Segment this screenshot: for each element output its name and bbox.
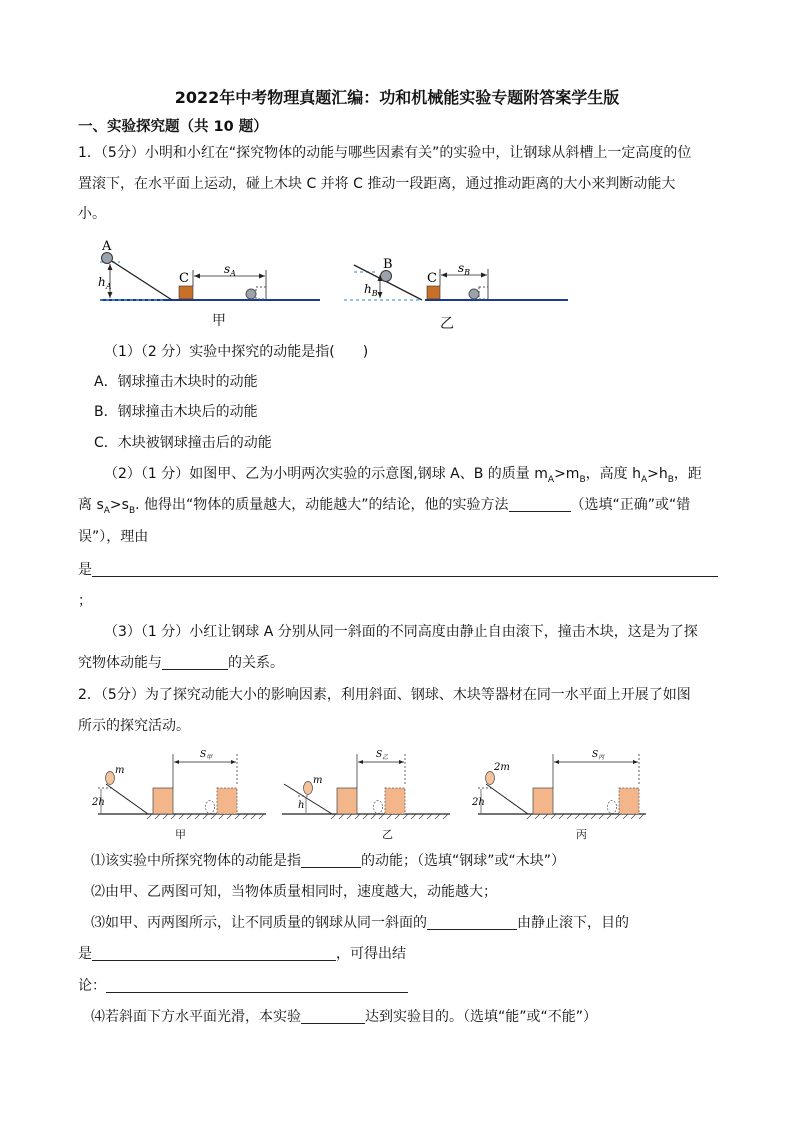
q1-caption-yi: 乙 <box>440 316 454 332</box>
q1-label-block-c: C <box>179 271 189 286</box>
q1-intro-line1: 1．（5分）小明和小红在“探究物体的动能与哪些因素有关”的实验中，让钢球从斜槽上一定高度的位 <box>78 145 692 161</box>
q2-jia-ball <box>106 772 115 785</box>
q2-intro-line2: 所示的探究活动。 <box>78 718 190 734</box>
q2-p3-line2: 是 ，可得出结 <box>78 946 406 962</box>
q2-jia-height: 2h <box>92 797 105 808</box>
q1-p1-option-c: C．木块被钢球撞击后的动能 <box>94 435 272 451</box>
q1-p3-line2: 究物体动能与 的关系。 <box>78 655 284 671</box>
q1-ball-b <box>381 271 392 282</box>
q2-yi-distance: $S_乙$ <box>376 750 389 761</box>
q2-figure-jia <box>92 742 268 818</box>
q2-bing-height: 2h <box>472 797 485 808</box>
q1-p2-line4: 是 <box>78 560 718 580</box>
q2-intro-line1: 2．（5分）为了探究动能大小的影响因素，利用斜面、钢球、木块等器材在同一水平面上开展了如图 <box>78 687 691 703</box>
q1-p3-line1: （3）（1 分）小红让钢球 A 分别从同一斜面的不同高度由静止自由滚下，撞击木块，这是为了探 <box>104 624 698 640</box>
q2-jia-block <box>153 788 173 814</box>
q2-jia-distance: $S_甲$ <box>200 750 213 761</box>
q2-yi-ball <box>304 782 313 795</box>
q1-label-ball-a: A <box>102 239 112 254</box>
q1-label-ha: $h_A$ <box>98 275 112 291</box>
q2-figure-bing <box>472 742 648 818</box>
q1-p2-method-blank[interactable] <box>509 496 571 512</box>
q2-yi-block <box>337 788 357 814</box>
q1-label-sb: $s_B$ <box>458 261 471 277</box>
q1-p2-reason-blank[interactable] <box>92 561 718 577</box>
q1-block-c2 <box>427 286 440 299</box>
q2-bing-mass: 2m <box>494 762 510 773</box>
q1-caption-jia: 甲 <box>212 313 226 329</box>
q2-caption-jia: 甲 <box>175 828 186 841</box>
q1-ball-a <box>102 253 113 264</box>
q1-figure-yi <box>340 255 580 331</box>
q2-p2: ⑵由甲、乙两图可知，当物体质量相同时，速度越大，动能越大； <box>91 884 497 900</box>
q1-label-hb: $h_B$ <box>364 282 378 298</box>
q2-bing-distance: $S_丙$ <box>592 750 605 761</box>
q2-caption-yi: 乙 <box>382 828 393 841</box>
q2-p1: ⑴该实验中所探究物体的动能是指 的动能；（选填“钢球”或“木块”） <box>91 853 566 869</box>
q1-block-c <box>179 286 193 299</box>
q2-yi-mass: m <box>313 775 323 786</box>
q1-label-ball-b: B <box>383 257 393 272</box>
q2-p3-line3: 论： <box>78 976 408 996</box>
q1-p2-line3: 误”），理由 <box>78 529 149 545</box>
q2-figure-yi <box>280 742 452 818</box>
q1-label-sa: $s_A$ <box>224 262 236 278</box>
q2-p4-blank[interactable] <box>301 1008 365 1024</box>
q2-p3-line1: ⑶如甲、丙两图所示，让不同质量的钢球从同一斜面的 由静止滚下，目的 <box>91 915 629 931</box>
q2-p3-blank1[interactable] <box>427 914 517 930</box>
q1-figure-jia <box>90 236 330 332</box>
q2-bing-block <box>533 788 553 814</box>
q1-p1-stem: （1）（2 分）实验中探究的动能是指( ) <box>104 344 369 360</box>
q2-p4: ⑷若斜面下方水平面光滑，本实验 达到实验目的。（选填“能”或“不能”） <box>91 1009 598 1025</box>
q2-bing-ball <box>486 772 495 785</box>
q2-yi-height: h <box>298 800 305 811</box>
q1-p3-blank[interactable] <box>162 654 228 670</box>
page-title: 2022年中考物理真题汇编：功和机械能实验专题附答案学生版 <box>174 88 620 107</box>
q2-p3-blank3[interactable] <box>106 977 408 993</box>
q1-label-block-c2: C <box>427 271 437 286</box>
q2-caption-bing: 丙 <box>576 828 587 841</box>
q2-p1-blank[interactable] <box>301 852 361 868</box>
q2-p3-blank2[interactable] <box>92 945 336 961</box>
q1-intro-line3: 小。 <box>78 206 106 222</box>
section-heading: 一、实验探究题（共 10 题） <box>78 119 268 135</box>
q1-p1-option-b: B．钢球撞击木块后的动能 <box>94 404 258 420</box>
q2-jia-mass: m <box>115 765 125 776</box>
q1-p2-line2: 离 $s_A>s_B$. 他得出“物体的质量越大，动能越大”的结论，他的实验方法 （选填“正确”或“错 <box>78 497 691 516</box>
q1-p1-option-a: A．钢球撞击木块时的动能 <box>94 374 258 390</box>
q1-intro-line2: 置滚下，在水平面上运动，碰上木块 C 并将 C 推动一段距离，通过推动距离的大小来判断动能大 <box>78 176 676 192</box>
q1-p2-line1: （2）（1 分）如图甲、乙为小明两次实验的示意图,钢球 A、B 的质量 $m_A>m_B$，高度 $h_A>h_B$，距 <box>104 466 702 485</box>
q1-p2-line5: ； <box>78 593 92 609</box>
